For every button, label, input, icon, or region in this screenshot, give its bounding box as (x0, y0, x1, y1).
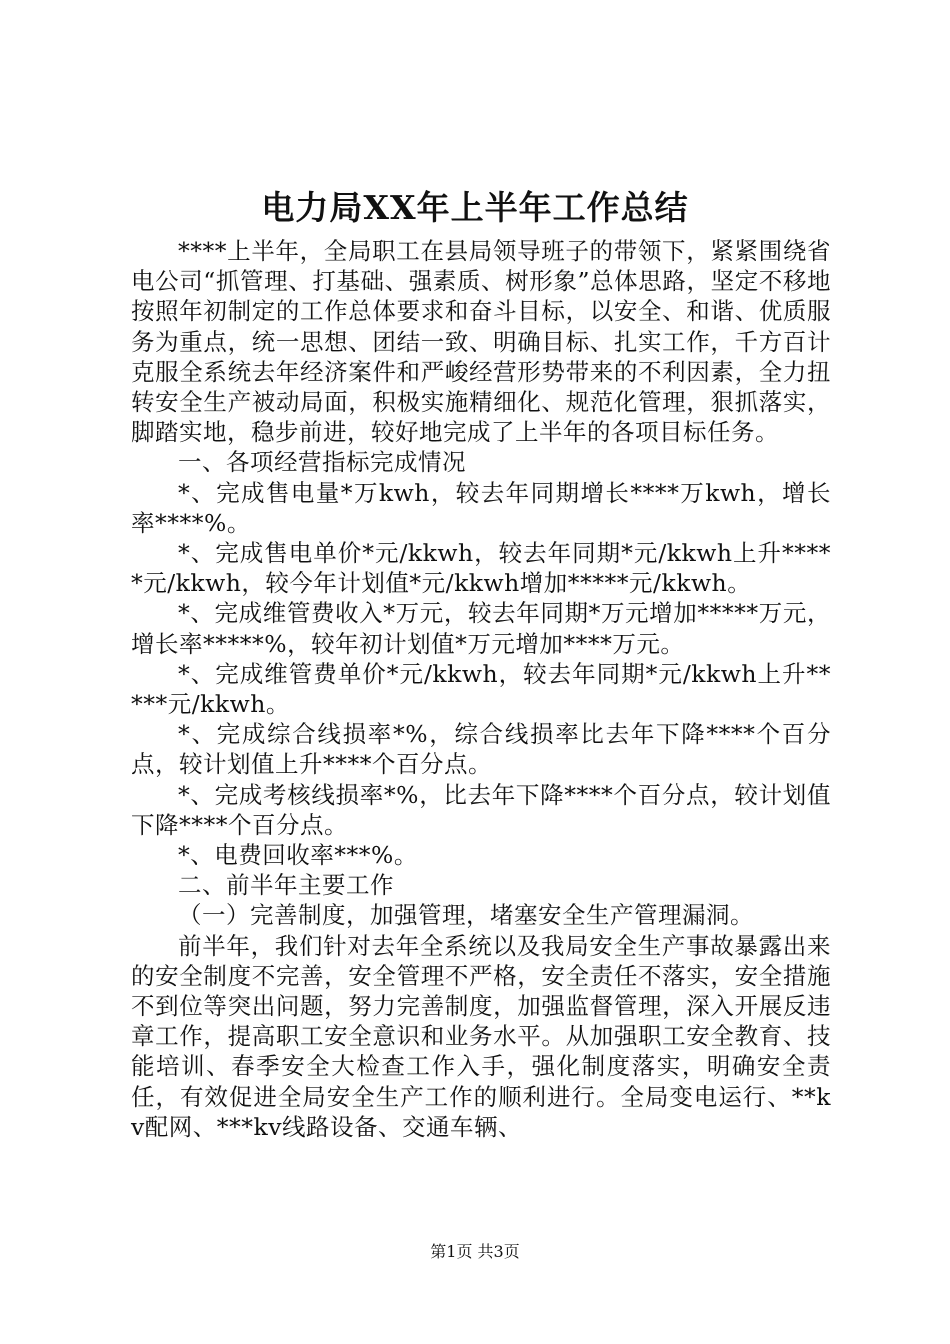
body-paragraph: 前半年，我们针对去年全系统以及我局安全生产事故暴露出来的安全制度不完善，安全管理不严格，安全责任不落实，安全措施不到位等突出问题，努力完善制度，加强监督管理，深入开展反违章工作，提高职工安全意识和业务水平。从加强职工安全教育、技能培训、春季安全大检查工作入手，强化制度落实，明确安全责任，有效促进全局安全生产工作的顺利进行。全局变电运行、**kv配网、***kv线路设备、交通车辆、 (131, 931, 831, 1141)
list-item: *、完成综合线损率*%，综合线损率比去年下降****个百分点，较计划值上升****个百分点。 (131, 720, 831, 779)
document-body (131, 236, 831, 1142)
list-item: *、电费回收率***%。 (178, 841, 418, 870)
document-title: 电力局XX年上半年工作总结 (261, 188, 689, 227)
section-heading: 一、各项经营指标完成情况 (178, 448, 466, 477)
subsection-heading: （一）完善制度，加强管理，堵塞安全生产管理漏洞。 (178, 901, 754, 930)
list-item: *、完成维管费收入*万元，较去年同期*万元增加*****万元，增长率*****%，较年初计划值*万元增加****万元。 (131, 599, 831, 658)
list-item: *、完成售电量*万kwh，较去年同期增长****万kwh，增长率****%。 (131, 478, 831, 537)
intro-paragraph: ****上半年，全局职工在县局领导班子的带领下，紧紧围绕省电公司“抓管理、打基础、强素质、树形象”总体思路，坚定不移地按照年初制定的工作总体要求和奋斗目标，以安全、和谐、优质服务为重点，统一思想、团结一致、明确目标、扎实工作，千方百计克服全系统去年经济案件和严峻经营形势带来的不利因素，全力扭转安全生产被动局面，积极实施精细化、规范化管理，狠抓落实，脚踏实地，稳步前进，较好地完成了上半年的各项目标任务。 (131, 237, 831, 447)
list-item: *、完成维管费单价*元/kkwh，较去年同期*元/kkwh上升*****元/kkwh。 (131, 659, 831, 719)
section-heading: 二、前半年主要工作 (178, 871, 394, 900)
list-item: *、完成考核线损率*%，比去年下降****个百分点，较计划值下降****个百分点。 (131, 780, 831, 839)
list-item: *、完成售电单价*元/kkwh，较去年同期*元/kkwh上升*****元/kkwh，较今年计划值*元/kkwh增加*****元/kkwh。 (131, 539, 831, 598)
page-footer: 第1页 共3页 (430, 1242, 520, 1261)
